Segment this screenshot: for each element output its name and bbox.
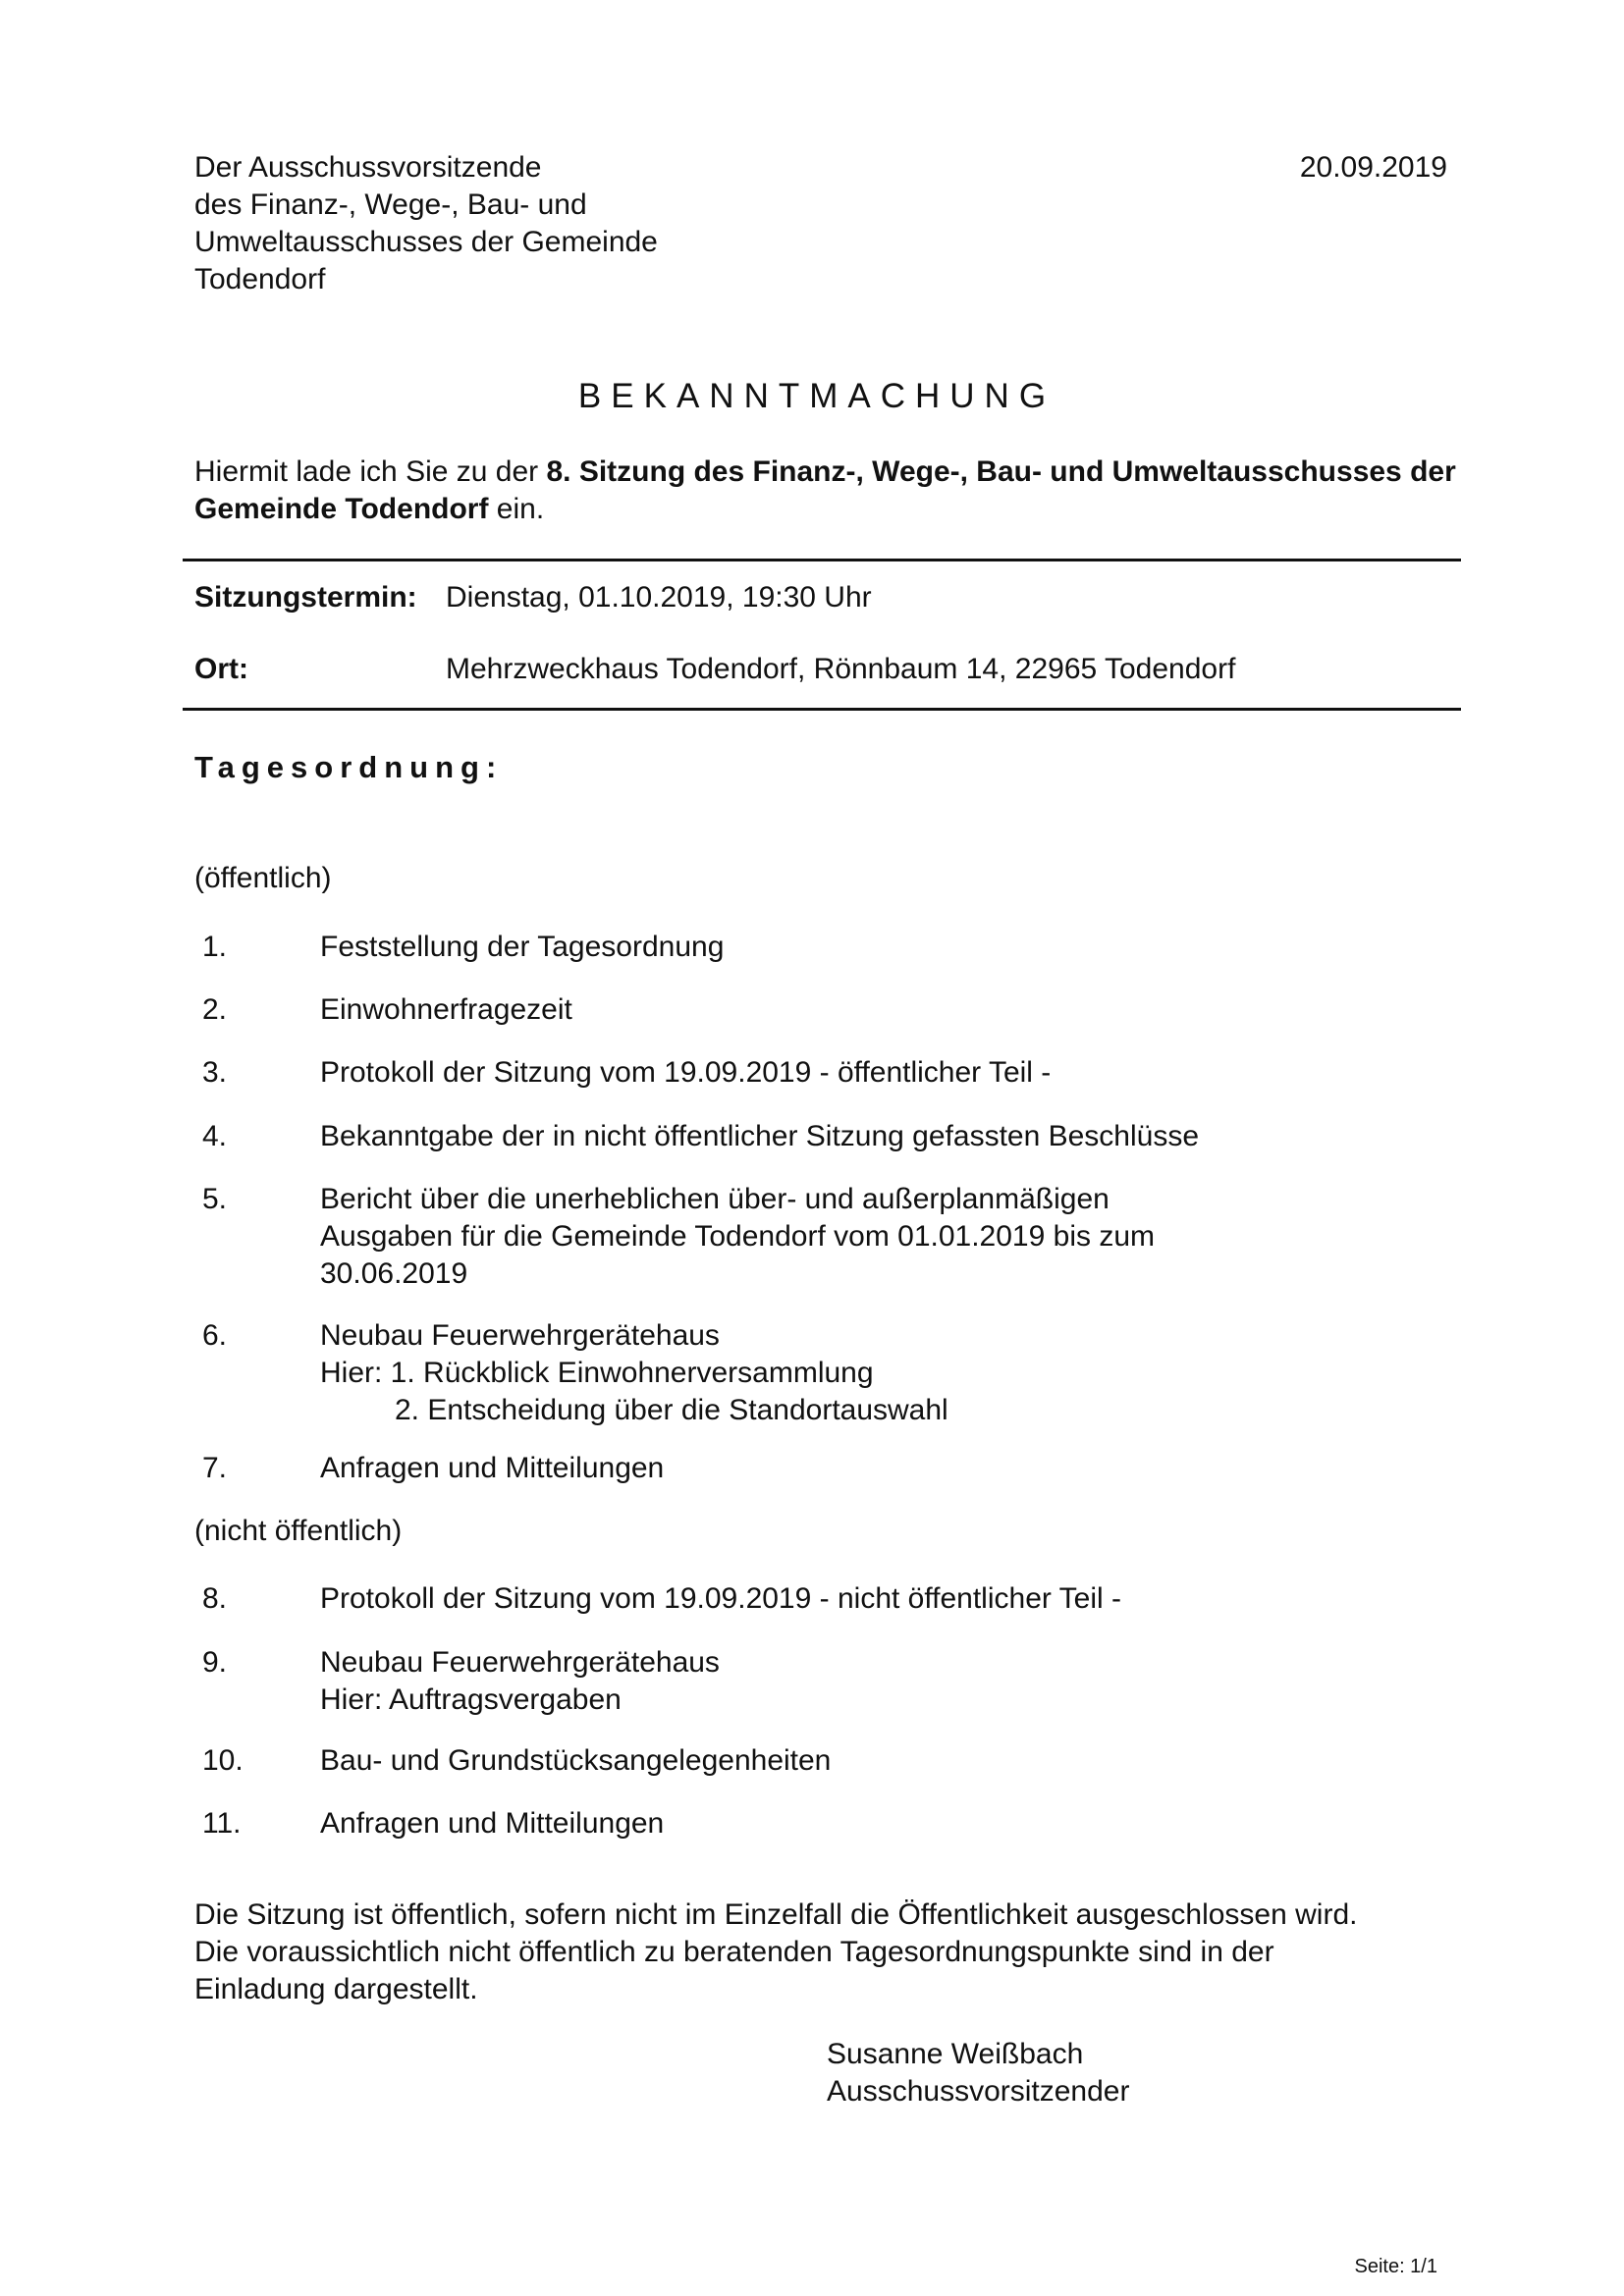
agenda-item-text xyxy=(320,1450,1449,1487)
agenda-item-line: Einwohnerfragezeit xyxy=(320,993,572,1026)
agenda-item-text xyxy=(320,1118,1449,1155)
agenda-item-line: 2. Entscheidung über die Standortauswahl xyxy=(395,1394,948,1426)
agenda-item-line: Neubau Feuerwehrgerätehaus xyxy=(320,1319,720,1352)
public-section-label: (öffentlich) xyxy=(194,862,332,894)
signatory-name: Susanne Weißbach xyxy=(827,2038,1084,2070)
agenda-item-line: Anfragen und Mitteilungen xyxy=(320,1452,665,1484)
agenda-item-number: 10. xyxy=(202,1744,244,1777)
divider-top xyxy=(183,559,1461,561)
agenda-item-number: 3. xyxy=(202,1056,228,1089)
sender-line: Todendorf xyxy=(194,263,326,295)
intro-meeting-name: 8. Sitzung des Finanz-, Wege-, Bau- und Umweltausschusses der Gemeinde Todendorf xyxy=(194,455,1456,525)
agenda-item-text xyxy=(320,1742,1449,1780)
document-title: BEKANNTMACHUNG xyxy=(577,377,1056,415)
notice-line: Einladung dargestellt. xyxy=(194,1973,478,2005)
agenda-heading: Tagesordnung: xyxy=(194,750,504,784)
agenda-item-line: 30.06.2019 xyxy=(320,1257,468,1290)
agenda-item-line: Protokoll der Sitzung vom 19.09.2019 - nicht öffentlicher Teil - xyxy=(320,1582,1122,1615)
agenda-item-line: Neubau Feuerwehrgerätehaus xyxy=(320,1646,720,1679)
agenda-item-number: 1. xyxy=(202,931,228,963)
signatory-role: Ausschussvorsitzender xyxy=(827,2075,1130,2108)
agenda-item-number: 2. xyxy=(202,993,228,1026)
intro-prefix: Hiermit lade ich Sie zu der xyxy=(194,455,547,488)
public-notice-paragraph xyxy=(194,1896,1490,2008)
agenda-item-line: Bekanntgabe der in nicht öffentlicher Sitzung gefassten Beschlüsse xyxy=(320,1120,1200,1152)
agenda-item-line: Protokoll der Sitzung vom 19.09.2019 - öffentlicher Teil - xyxy=(320,1056,1052,1089)
divider-bottom xyxy=(183,708,1461,711)
meeting-place-value: Mehrzweckhaus Todendorf, Rönnbaum 14, 22965 Todendorf xyxy=(446,653,1236,685)
document-date: 20.09.2019 xyxy=(1299,151,1447,184)
sender-block xyxy=(194,149,882,298)
agenda-item-line: Bau- und Grundstücksangelegenheiten xyxy=(320,1744,832,1777)
agenda-item-number: 8. xyxy=(202,1582,228,1615)
agenda-item-text xyxy=(320,1054,1449,1092)
sender-line: Der Ausschussvorsitzende xyxy=(194,151,542,184)
agenda-item-text xyxy=(320,991,1449,1029)
agenda-item-text xyxy=(320,1580,1449,1618)
agenda-item-number: 4. xyxy=(202,1120,228,1152)
intro-suffix: ein. xyxy=(488,493,545,525)
agenda-item-line: Ausgaben für die Gemeinde Todendorf vom 01.01.2019 bis zum xyxy=(320,1220,1155,1253)
agenda-item-number: 11. xyxy=(202,1807,242,1840)
agenda-item-line: Anfragen und Mitteilungen xyxy=(320,1807,665,1840)
agenda-item-text xyxy=(320,1181,1449,1293)
agenda-item-number: 6. xyxy=(202,1319,228,1352)
meeting-place-label: Ort: xyxy=(194,653,248,685)
notice-line: Die Sitzung ist öffentlich, sofern nicht im Einzelfall die Öffentlichkeit ausgeschlossen wird. xyxy=(194,1898,1358,1931)
agenda-item-line: Bericht über die unerheblichen über- und außerplanmäßigen xyxy=(320,1183,1110,1215)
intro-paragraph xyxy=(194,454,1471,528)
signature-block xyxy=(827,2036,1129,2110)
agenda-item-text xyxy=(320,1805,1449,1842)
agenda-item-number: 7. xyxy=(202,1452,228,1484)
nonpublic-section-label: (nicht öffentlich) xyxy=(194,1515,403,1547)
meeting-date-value: Dienstag, 01.10.2019, 19:30 Uhr xyxy=(446,581,872,614)
agenda-item-line: Hier: Auftragsvergaben xyxy=(320,1683,622,1716)
agenda-item-text xyxy=(320,1317,1449,1429)
agenda-item-number: 9. xyxy=(202,1646,228,1679)
sender-line: des Finanz-, Wege-, Bau- und xyxy=(194,188,587,221)
agenda-item-line: Feststellung der Tagesordnung xyxy=(320,931,725,963)
notice-line: Die voraussichtlich nicht öffentlich zu beratenden Tagesordnungspunkte sind in der xyxy=(194,1936,1274,1968)
page-number: Seite: 1/1 xyxy=(1354,2256,1437,2277)
agenda-item-text xyxy=(320,1644,1449,1719)
meeting-date-label: Sitzungstermin: xyxy=(194,581,417,614)
agenda-item-line: Hier: 1. Rückblick Einwohnerversammlung xyxy=(320,1357,874,1389)
agenda-item-text xyxy=(320,929,1449,966)
agenda-item-number: 5. xyxy=(202,1183,228,1215)
sender-line: Umweltausschusses der Gemeinde xyxy=(194,226,658,258)
